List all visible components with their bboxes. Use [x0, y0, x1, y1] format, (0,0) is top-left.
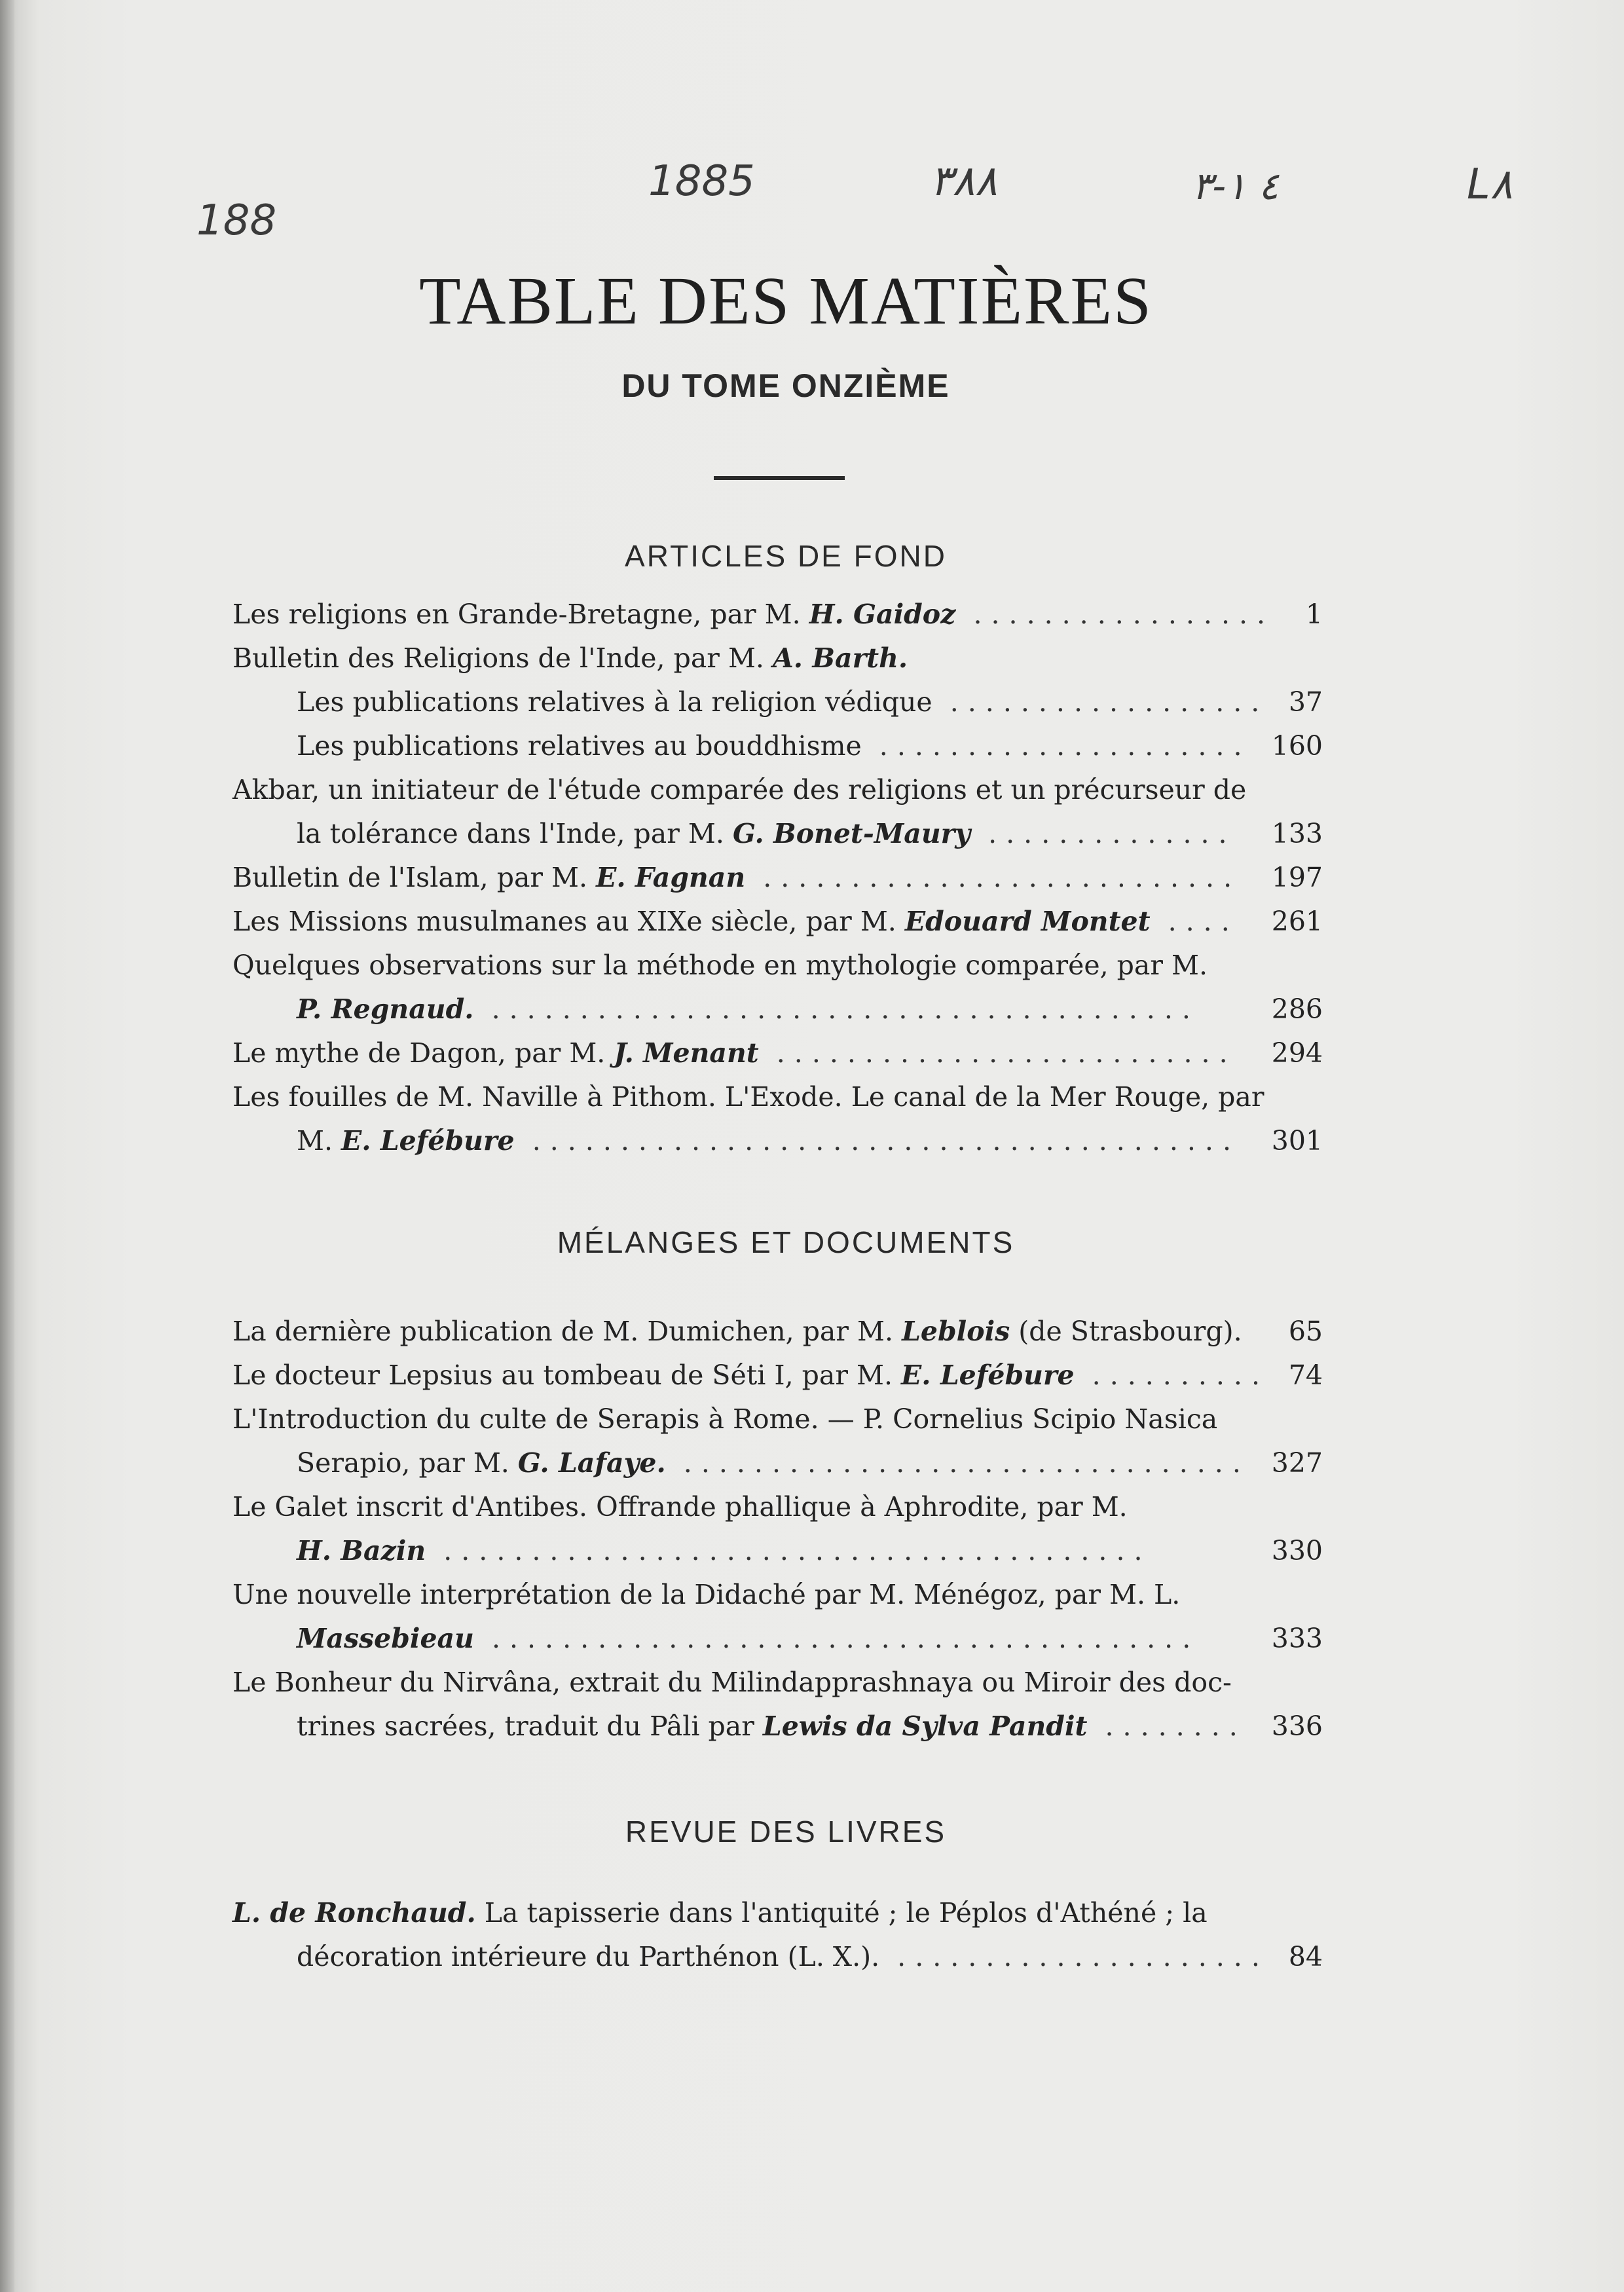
toc-line: [232, 1891, 1323, 1935]
toc-entry-author: E. Lefébure: [341, 1125, 515, 1156]
dot-leader: ........................................: [514, 1125, 1240, 1156]
toc-entry-text: Les religions en Grande-Bretagne, par M.: [232, 599, 809, 630]
title-rule: [714, 476, 845, 480]
page-number: 261: [1271, 906, 1323, 937]
toc-entry-text: trines sacrées, traduit du Pâli par: [297, 1710, 763, 1742]
toc-entry-text: Les Missions musulmanes au XIXe siècle, par M.: [232, 906, 905, 937]
page-number: 327: [1271, 1447, 1323, 1479]
page-subtitle: DU TOME ONZIÈME: [621, 367, 950, 404]
toc-entry-author: G. Bonet-Maury: [732, 818, 971, 849]
dot-leader: ........................................: [473, 993, 1200, 1025]
page-number: 330: [1271, 1535, 1323, 1566]
page-number: 197: [1271, 862, 1323, 893]
page-number: 301: [1271, 1125, 1323, 1156]
page-number: 74: [1288, 1359, 1323, 1391]
toc-entry-text: Les publications relatives au bouddhisme: [297, 730, 862, 762]
dot-leader: ....: [1150, 906, 1239, 937]
toc-articles: [232, 593, 1323, 1163]
toc-entry-author: E. Lefébure: [901, 1359, 1075, 1391]
dot-leader: ...........................: [745, 862, 1242, 893]
toc-line: [232, 1075, 1323, 1119]
toc-entry-author: Edouard Montet: [904, 906, 1151, 937]
page-number: 286: [1271, 993, 1323, 1025]
toc-line: [232, 1935, 1323, 1979]
page-number: 333: [1271, 1623, 1323, 1654]
dot-leader: ........: [1087, 1710, 1247, 1742]
section-heading-articles: ARTICLES DE FOND: [625, 539, 947, 573]
toc-entry-tail: (de Strasbourg).: [1010, 1316, 1242, 1347]
page-number: 37: [1288, 686, 1323, 718]
toc-entry-author: E. Fagnan: [596, 862, 746, 893]
handwritten-note-year: 1885: [648, 157, 755, 206]
toc-entry-text: Le Galet inscrit d'Antibes. Offrande phallique à Aphrodite, par M.: [232, 1491, 1128, 1523]
toc-entry-author: Leblois: [902, 1316, 1010, 1347]
toc-line: [232, 1354, 1323, 1397]
toc-line: [232, 988, 1323, 1031]
toc-line: [232, 680, 1323, 724]
dot-leader: ..........................: [758, 1037, 1237, 1069]
toc-entry-author: G. Lafaye.: [517, 1447, 666, 1479]
toc-line: [232, 1529, 1323, 1573]
page-number: 1: [1305, 599, 1323, 630]
dot-leader: .................: [955, 599, 1275, 630]
toc-entry-text: Le docteur Lepsius au tombeau de Séti I, par M.: [232, 1359, 902, 1391]
toc-line: [232, 1573, 1323, 1617]
book-spine-shadow: [0, 0, 14, 2292]
toc-entry-author: L. de Ronchaud.: [232, 1897, 476, 1929]
dot-leader: ..........: [1074, 1359, 1270, 1391]
toc-line: [232, 1031, 1323, 1075]
toc-line: [232, 944, 1323, 988]
toc-entry-text: L'Introduction du culte de Serapis à Rome. — P. Cornelius Scipio Nasica: [232, 1403, 1218, 1435]
toc-entry-author: A. Barth.: [773, 642, 908, 674]
toc-line: [232, 768, 1323, 812]
page-number: 160: [1271, 730, 1323, 762]
toc-line: [232, 1485, 1323, 1529]
toc-entry-author: Massebieau: [297, 1623, 474, 1654]
toc-line: [232, 1397, 1323, 1441]
toc-entry-text: Une nouvelle interprétation de la Didaché par M. Ménégoz, par M. L.: [232, 1579, 1181, 1610]
page-number: 84: [1288, 1941, 1323, 1972]
handwritten-note-right: L٨: [1467, 160, 1513, 209]
toc-line: [232, 1617, 1323, 1661]
toc-entry-author: H. Gaidoz: [809, 599, 956, 630]
toc-melanges: [232, 1310, 1323, 1748]
toc-line: [232, 1705, 1323, 1748]
section-heading-revue: REVUE DES LIVRES: [625, 1815, 947, 1849]
page-number: 65: [1288, 1316, 1323, 1347]
page-number: 336: [1271, 1710, 1323, 1742]
toc-line: [232, 724, 1323, 768]
dot-leader: ........................................: [426, 1535, 1152, 1566]
toc-entry-text: la tolérance dans l'Inde, par M.: [297, 818, 733, 849]
handwritten-note-arabic: ٣٨٨: [930, 157, 998, 206]
toc-entry-text: Quelques observations sur la méthode en mythologie comparée, par M.: [232, 950, 1208, 981]
toc-entry-text: M.: [297, 1125, 342, 1156]
toc-line: [232, 900, 1323, 944]
section-heading-melanges: MÉLANGES ET DOCUMENTS: [557, 1225, 1015, 1259]
page-number: 133: [1271, 818, 1323, 849]
handwritten-note-volume: ٤ ١-٣: [1192, 164, 1279, 208]
toc-line: [232, 856, 1323, 900]
toc-line: [232, 1119, 1323, 1163]
toc-line: [232, 1441, 1323, 1485]
toc-entry-text: La dernière publication de M. Dumichen, par M.: [232, 1316, 902, 1347]
toc-entry-author: P. Regnaud.: [297, 993, 474, 1025]
toc-entry-author: Lewis da Sylva Pandit: [762, 1710, 1088, 1742]
toc-entry-tail: La tapisserie dans l'antiquité ; le Péplos d'Athéné ; la: [475, 1897, 1208, 1929]
toc-entry-text: Les publications relatives à la religion védique: [297, 686, 932, 718]
dot-leader: ..............: [970, 818, 1236, 849]
toc-entry-text: Le Bonheur du Nirvâna, extrait du Milindapprashnaya ou Miroir des doc-: [232, 1667, 1232, 1698]
dot-leader: ........................................: [473, 1623, 1200, 1654]
toc-entry-text: décoration intérieure du Parthénon (L. X.).: [297, 1941, 880, 1972]
page-number: 294: [1271, 1037, 1323, 1069]
dot-leader: .....................: [879, 1941, 1269, 1972]
toc-entry-text: Akbar, un initiateur de l'étude comparée des religions et un précurseur de: [232, 774, 1247, 805]
dot-leader: ..................: [932, 686, 1269, 718]
toc-entry-text: Bulletin de l'Islam, par M.: [232, 862, 597, 893]
toc-entry-text: Le mythe de Dagon, par M.: [232, 1037, 614, 1069]
bleed-through-text: [98, 39, 1572, 157]
toc-line: [232, 1310, 1323, 1354]
dot-leader: ................................: [665, 1447, 1250, 1479]
dot-leader: .....................: [861, 730, 1251, 762]
toc-line: [232, 593, 1323, 637]
toc-line: [232, 812, 1323, 856]
toc-entry-text: Bulletin des Religions de l'Inde, par M.: [232, 642, 773, 674]
toc-revue: [232, 1891, 1323, 1979]
toc-entry-author: J. Menant: [614, 1037, 759, 1069]
handwritten-note-left: 188: [196, 196, 277, 245]
toc-entry-author: H. Bazin: [297, 1535, 426, 1566]
toc-line: [232, 1661, 1323, 1705]
toc-entry-text: Serapio, par M.: [297, 1447, 518, 1479]
page-title: TABLE DES MATIÈRES: [419, 263, 1153, 339]
toc-line: [232, 637, 1323, 680]
toc-entry-text: Les fouilles de M. Naville à Pithom. L'Exode. Le canal de la Mer Rouge, par: [232, 1081, 1264, 1113]
